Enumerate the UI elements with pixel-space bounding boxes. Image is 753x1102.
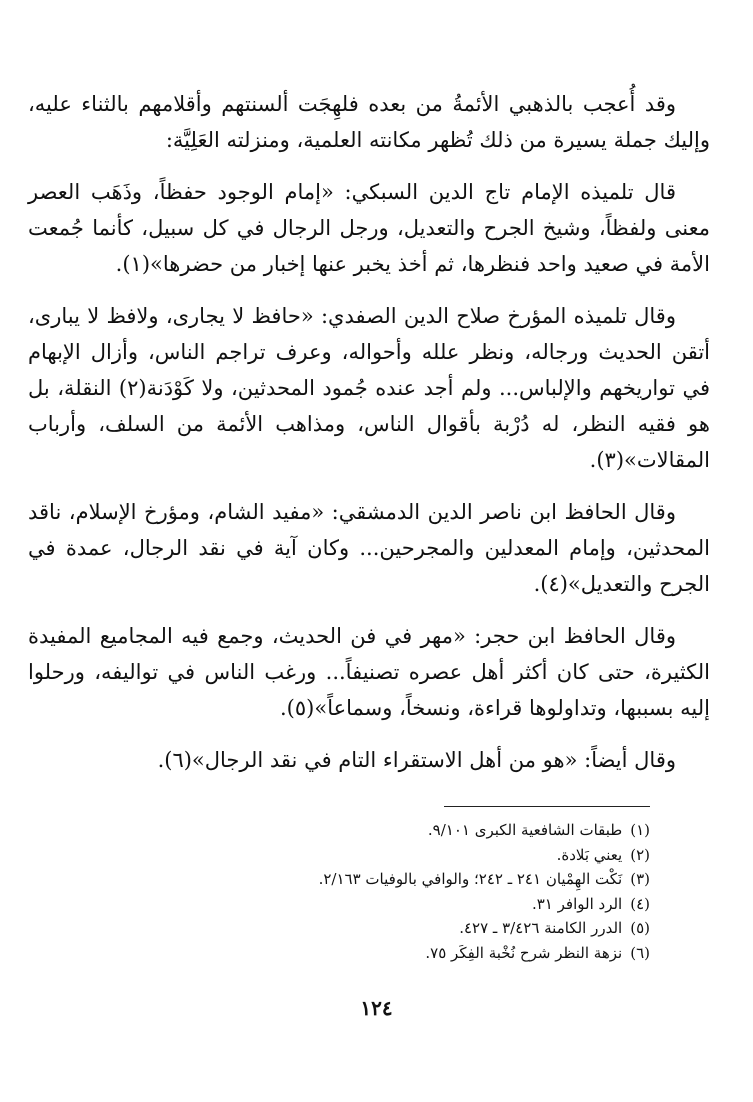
paragraph-ibn-hajar-second-quote: وقال أيضاً: «هو من أهل الاستقراء التام في نقد الرجال»(٦). — [157, 748, 676, 772]
footnote-item — [100, 941, 650, 966]
footnote-number: (٥) — [630, 919, 650, 937]
footnote-number: (٢) — [630, 845, 650, 864]
page-number: ١٢٤ — [360, 996, 393, 1020]
footnote-item — [100, 818, 650, 843]
footnote-text: طبقات الشافعية الكبرى ٩/١٠١. — [427, 821, 623, 839]
footnote-text: يعني بَلادة. — [556, 845, 623, 864]
footnote-text: نزهة النظر شرح نُخْبة الفِكَر ٧٥. — [425, 943, 623, 962]
paragraph-intro: وقد أُعجب بالذهبي الأئمةُ من بعده فلهِجَت ألسنتهم وأقلامهم بالثناء عليه، وإليك جملة يسيرة من ذلك تُظهر مكانته العلمية، ومنزلته العَلِيَّة: — [28, 92, 710, 152]
footnote-item — [100, 843, 650, 868]
footnote-number: (٣) — [630, 870, 650, 888]
paragraph-ibn-nasir-quote: وقال الحافظ ابن ناصر الدين الدمشقي: «مفيد الشام، ومؤرخ الإسلام، ناقد المحدثين، وإمام المعدلين والمجرحين... وكان آية في نقد الرجال، عمدة في الجرح والتعديل»(٤). — [28, 500, 710, 596]
paragraph-ibn-hajar-quote: وقال الحافظ ابن حجر: «مهر في فن الحديث، وجمع فيه المجاميع المفيدة الكثيرة، حتى كان أكثر أهل عصره تصنيفاً... ورغب الناس في تواليفه، ورحلوا إليه بسببها، وتداولوها قراءة، ونسخاً، وسماعاً»(٥). — [28, 624, 710, 720]
footnote-item — [100, 892, 650, 917]
footnote-text: نَكْت الهِمْيان ٢٤١ ـ ٢٤٢؛ والوافي بالوفيات ٢/١٦٣. — [318, 870, 623, 888]
footnotes — [100, 818, 650, 965]
footnote-number: (٦) — [630, 943, 650, 962]
footnote-divider — [444, 806, 650, 807]
paragraph-safadi-quote: وقال تلميذه المؤرخ صلاح الدين الصفدي: «حافظ لا يجارى، ولافظ لا يبارى، أتقن الحديث ورجاله، ونظر علله وأحواله، وعرف تراجم الناس، وأزال الإبهام في تواريخهم والإلباس... ولم أجد عنده جُمود المحدثين، ولا كَوْدَنة(٢) النقلة، بل هو فقيه النظر، له دُرْبة بأقوال الناس، ومذاهب الأئمة من السلف، وأرباب المقالات»(٣). — [28, 304, 710, 472]
footnote-item — [100, 916, 650, 941]
body-text — [28, 86, 710, 794]
paragraph-subki-quote: قال تلميذه الإمام تاج الدين السبكي: «إمام الوجود حفظاً، وذَهَب العصر معنى ولفظاً، وشيخ الجرح والتعديل، ورجل الرجال في كل سبيل، كأنما جُمعت الأمة في صعيد واحد فنظرها، ثم أخذ يخبر عنها إخبار من حضرها»(١). — [28, 180, 710, 276]
footnote-text: الدرر الكامنة ٣/٤٢٦ ـ ٤٢٧. — [459, 919, 623, 937]
footnote-text: الرد الوافر ٣١. — [531, 894, 623, 913]
footnote-number: (٤) — [630, 894, 650, 913]
footnote-item — [100, 867, 650, 892]
footnote-number: (١) — [630, 821, 650, 839]
